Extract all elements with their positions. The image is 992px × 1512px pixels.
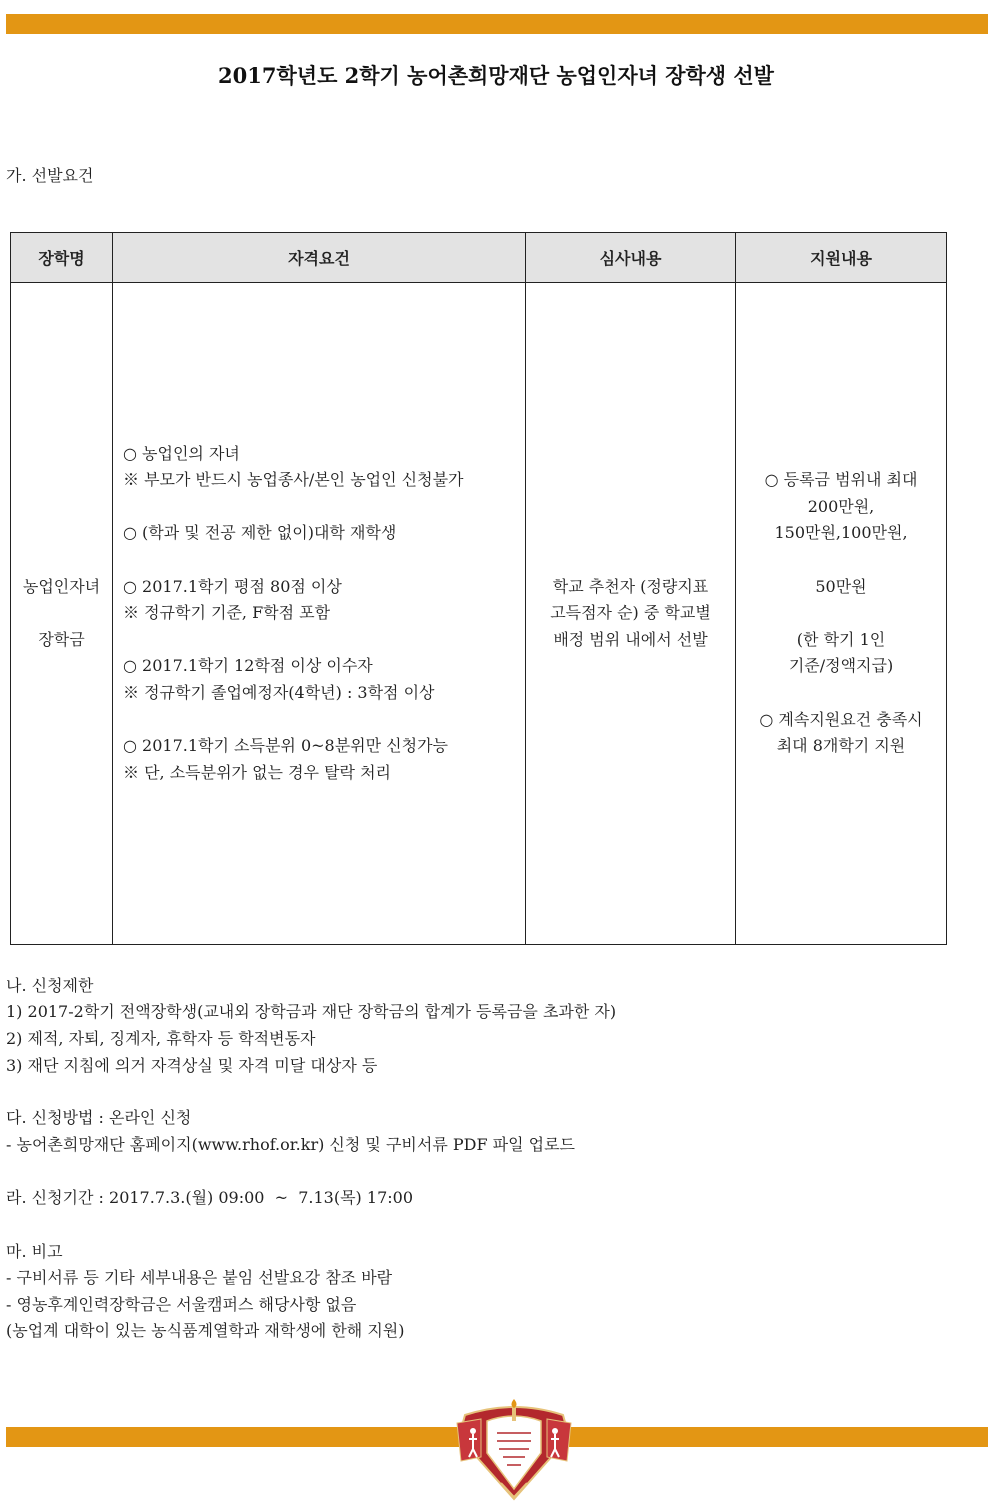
table-header-row [11,233,947,283]
remark-item: - 구비서류 등 기타 세부내용은 붙임 선발요강 참조 바람 [6,1268,393,1287]
section-b-heading: 나. 신청제한 [6,976,94,995]
support-cell [736,283,947,945]
application-method-detail: - 농어촌희망재단 홈페이지(www.rhof.or.kr) 신청 및 구비서류 PDF 파일 업로드 [6,1135,576,1154]
eligibility-gap [123,627,525,654]
support-line: 200만원, [807,496,875,516]
scholarship-name-gap [11,600,112,627]
eligibility-line: ○ 2017.1학기 평점 80점 이상 [123,576,342,596]
eligibility-line: ※ 부모가 반드시 농업종사/본인 농업인 신청불가 [123,470,464,490]
support-gap [736,547,946,574]
support-line: 기준/정액지급) [788,656,894,676]
remark-item: (농업계 대학이 있는 농식품계열학과 재학생에 한해 지원) [6,1321,405,1340]
eligibility-gap [123,547,525,574]
section-e-heading: 마. 비고 [6,1242,63,1261]
restriction-item: 2) 제적, 자퇴, 징계자, 휴학자 등 학적변동자 [6,1029,316,1048]
support-line: ○ 계속지원요건 충족시 [759,709,923,729]
support-line: ○ 등록금 범위내 최대 [764,470,918,490]
header-eligibility: 자격요건 [113,233,526,283]
table-row [11,283,947,945]
page-title: 2017학년도 2학기 농어촌희망재단 농업인자녀 장학생 선발 [218,63,774,88]
restriction-item: 3) 재단 지침에 의거 자격상실 및 자격 미달 대상자 등 [6,1056,378,1075]
top-accent-bar [6,14,988,34]
requirements-table [10,232,947,945]
scholarship-name-cell [11,283,113,945]
section-c-heading: 다. 신청방법 : 온라인 신청 [6,1108,192,1127]
foundation-emblem-icon [451,1397,577,1501]
eligibility-line: ○ 2017.1학기 12학점 이상 이수자 [123,656,373,676]
eligibility-line: ○ (학과 및 전공 제한 없이)대학 재학생 [123,523,397,543]
section-a-heading: 가. 선발요건 [6,166,94,185]
support-gap [736,680,946,707]
review-line: 배정 범위 내에서 선발 [553,629,708,649]
eligibility-gap [123,707,525,734]
support-gap [736,600,946,627]
support-line: 최대 8개학기 지원 [776,736,906,756]
review-line: 학교 추천자 (정량지표 [552,576,709,596]
header-review: 심사내용 [526,233,736,283]
eligibility-line: ※ 정규학기 기준, F학점 포함 [123,603,331,623]
restriction-item: 1) 2017-2학기 전액장학생(교내외 장학금과 재단 장학금의 합계가 등록금을 초과한 자) [6,1002,617,1021]
eligibility-line: ○ 2017.1학기 소득분위 0~8분위만 신청가능 [123,736,448,756]
support-line: 150만원,100만원, [774,523,908,543]
support-line: (한 학기 1인 [796,629,886,649]
remark-item: - 영농후계인력장학금은 서울캠퍼스 해당사항 없음 [6,1295,357,1314]
support-line: 50만원 [815,576,867,596]
eligibility-line: ※ 정규학기 졸업예정자(4학년) : 3학점 이상 [123,682,435,702]
scholarship-name-line: 장학금 [38,629,85,649]
header-support: 지원내용 [736,233,947,283]
eligibility-gap [123,494,525,521]
review-cell [526,283,736,945]
eligibility-line: ※ 단, 소득분위가 없는 경우 탈락 처리 [123,762,391,782]
review-line: 고득점자 순) 중 학교별 [550,603,711,623]
eligibility-line: ○ 농업인의 자녀 [123,443,240,463]
header-scholarship-name: 장학명 [11,233,113,283]
scholarship-name-line: 농업인자녀 [22,576,101,596]
eligibility-cell [113,283,526,945]
section-d-heading: 라. 신청기간 : 2017.7.3.(월) 09:00 ~ 7.13(목) 17:00 [6,1188,413,1207]
